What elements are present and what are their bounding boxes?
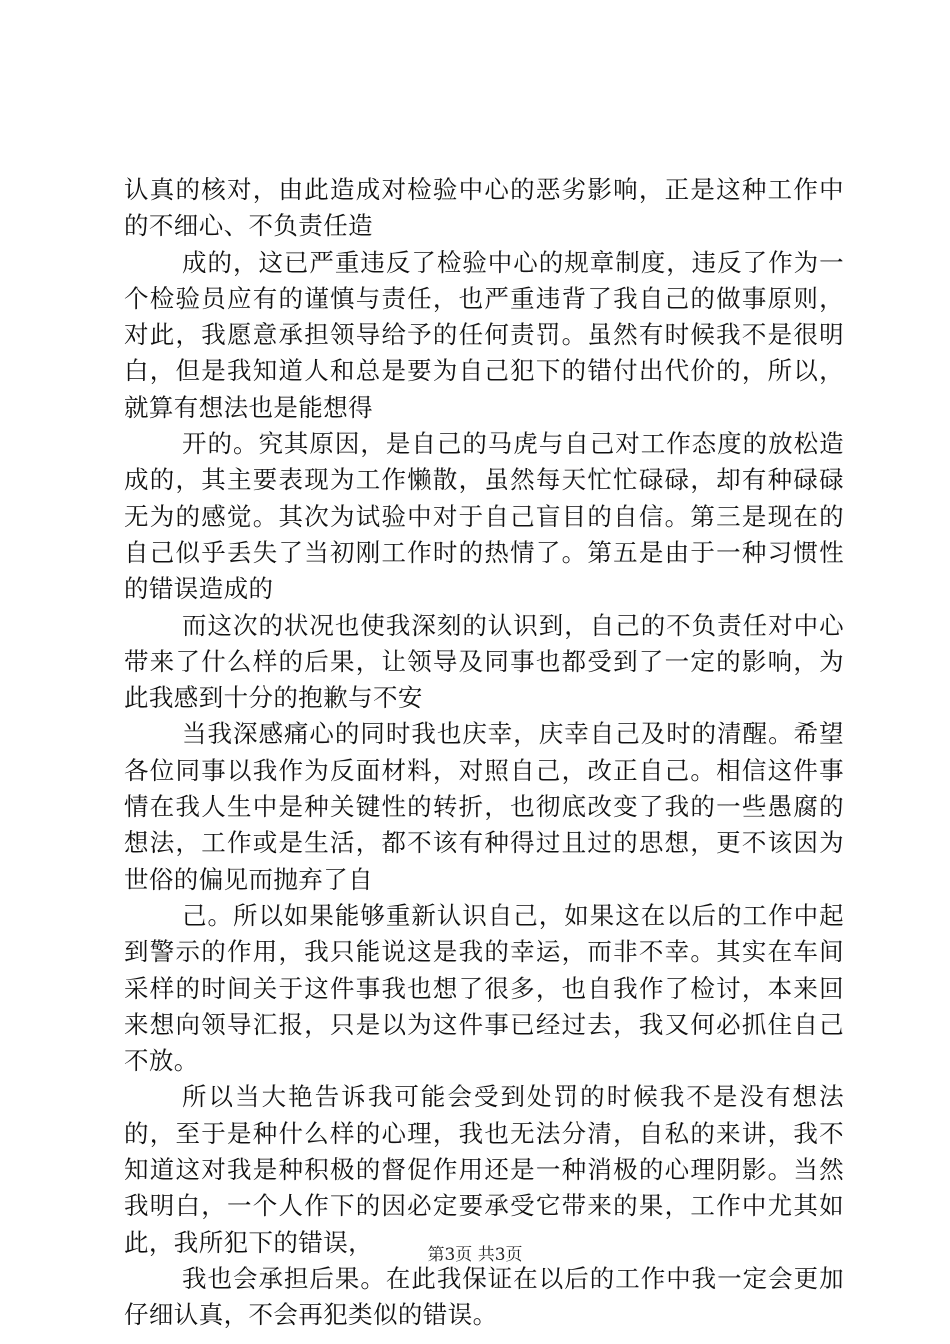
paragraph-7: 所以当大艳告诉我可能会受到处罚的时候我不是没有想法的，至于是种什么样的心理，我也无法分清，自私的来讲，我不知道这对我是种积极的督促作用还是一种消极的心理阴影。当然我明白，一个人作下的因必定要承受它带来的果，工作中尤其如此，我所犯下的错误， <box>124 1082 844 1257</box>
paragraph-5: 当我深感痛心的同时我也庆幸，庆幸自己及时的清醒。希望各位同事以我作为反面材料，对照自己，改正自己。相信这件事情在我人生中是种关键性的转折，也彻底改变了我的一些愚腐的想法，工作或是生活，都不该有种得过且过的思想，更不该因为世俗的偏见而抛弃了自 <box>124 719 844 894</box>
paragraph-4: 而这次的状况也使我深刻的认识到，自己的不负责任对中心带来了什么样的后果，让领导及同事也都受到了一定的影响，为此我感到十分的抱歉与不安 <box>124 610 844 713</box>
page-number-indicator: 第3页 共3页 <box>427 1245 523 1265</box>
page-footer <box>0 1243 950 1267</box>
paragraph-8: 我也会承担后果。在此我保证在以后的工作中我一定会更加仔细认真，不会再犯类似的错误。 <box>124 1263 844 1330</box>
paragraph-1: 认真的核对，由此造成对检验中心的恶劣影响，正是这种工作中的不细心、不负责任造 <box>124 175 844 241</box>
document-body <box>124 172 844 1334</box>
paragraph-3: 开的。究其原因，是自己的马虎与自己对工作态度的放松造成的，其主要表现为工作懒散，虽然每天忙忙碌碌，却有种碌碌无为的感觉。其次为试验中对于自己盲目的自信。第三是现在的自己似乎丢失了当初刚工作时的热情了。第五是由于一种习惯性的错误造成的 <box>124 429 844 604</box>
paragraph-2: 成的，这已严重违反了检验中心的规章制度，违反了作为一个检验员应有的谨慎与责任，也严重违背了我自己的做事原则，对此，我愿意承担领导给予的任何责罚。虽然有时候我不是很明白，但是我知道人和总是要为自己犯下的错付出代价的，所以，就算有想法也是能想得 <box>124 247 844 422</box>
paragraph-6: 己。所以如果能够重新认识自己，如果这在以后的工作中起到警示的作用，我只能说这是我的幸运，而非不幸。其实在车间采样的时间关于这件事我也想了很多，也自我作了检讨，本来回来想向领导汇报，只是以为这件事已经过去，我又何必抓住自己不放。 <box>124 900 844 1076</box>
